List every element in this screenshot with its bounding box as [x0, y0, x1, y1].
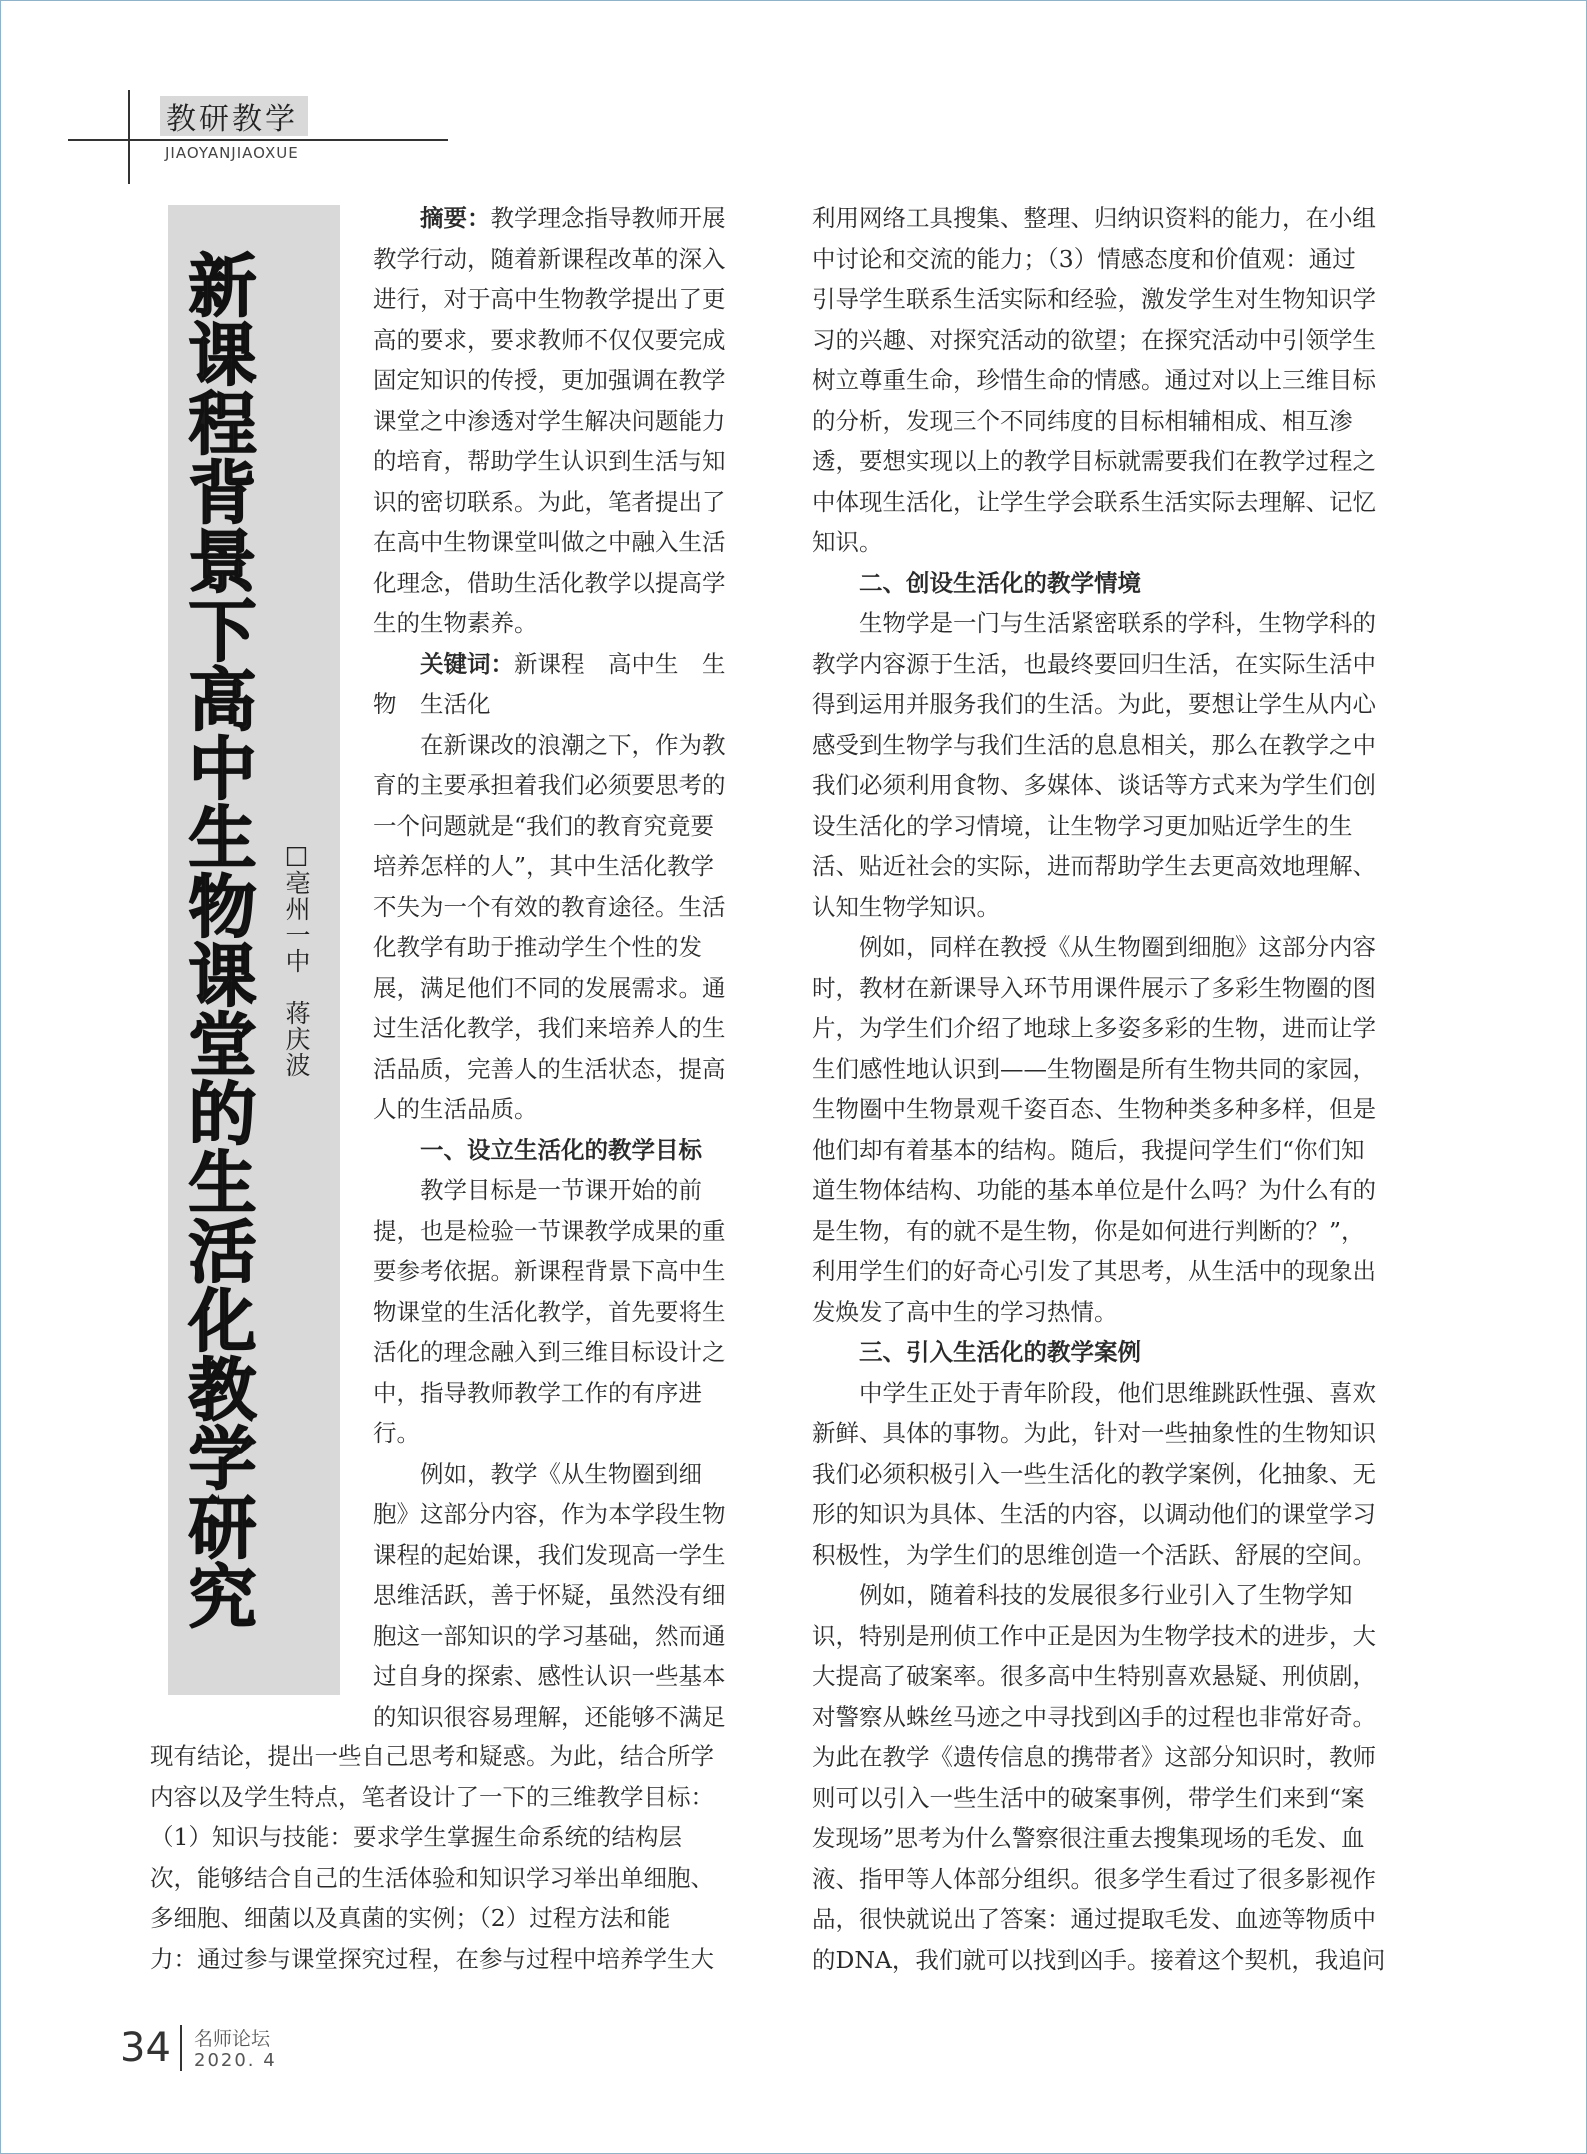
- text-line: 力：通过参与课堂探究过程，在参与过程中培养学生大: [150, 1944, 714, 1973]
- text-line: 二、创设生活化的教学情境: [859, 568, 1141, 597]
- text-line: 高的要求，要求教师不仅仅要完成: [373, 325, 726, 354]
- text-line: 生的生物素养。: [373, 609, 538, 637]
- text-line: 树立尊重生命，珍惜生命的情感。通过对以上三维目标: [812, 366, 1376, 394]
- text-line: 多细胞、细菌以及真菌的实例；（2）过程方法和能: [150, 1904, 671, 1932]
- text-line: 活品质，完善人的生活状态，提高: [373, 1054, 726, 1083]
- text-line: 育的主要承担着我们必须要思考的: [373, 771, 726, 799]
- text-line: 物 生活化: [373, 690, 491, 718]
- text-line: 的分析，发现三个不同纬度的目标相辅相成、相互渗: [812, 406, 1353, 435]
- left-column: [373, 198, 775, 1737]
- text-line: 设生活化的学习情境，让生物学习更加贴近学生的生: [812, 811, 1353, 840]
- text-line: （1）知识与技能：要求学生掌握生命系统的结构层: [150, 1823, 682, 1851]
- text-line: 次，能够结合自己的生活体验和知识学习举出单细胞、: [150, 1863, 714, 1892]
- text-line: 现有结论，提出一些自己思考和疑惑。为此，结合所学: [150, 1742, 714, 1770]
- section-header: [160, 96, 308, 136]
- page-number: 34: [120, 2025, 171, 2071]
- text-line: 新鲜、具体的事物。为此，针对一些抽象性的生物知识: [812, 1419, 1376, 1447]
- text-line: 得到运用并服务我们的生活。为此，要想让学生从内心: [812, 690, 1376, 718]
- text-line: 的DNA，我们就可以找到凶手。接着这个契机，我追问: [812, 1945, 1386, 1974]
- text-line: 识，特别是刑侦工作中正是因为生物学技术的进步，大: [812, 1621, 1376, 1650]
- text-line: 例如，随着科技的发展很多行业引入了生物学知: [859, 1581, 1353, 1609]
- right-column: [812, 198, 1437, 1980]
- text-line: 生物学是一门与生活紧密联系的学科，生物学科的: [859, 609, 1376, 637]
- text-line: 识的密切联系。为此，笔者提出了: [373, 487, 726, 516]
- text-line: 积极性，为学生们的思维创造一个活跃、舒展的空间。: [812, 1540, 1376, 1569]
- text-line: 过生活化教学，我们来培养人的生: [373, 1014, 726, 1042]
- text-line: 胞这一部知识的学习基础，然而通: [373, 1621, 726, 1650]
- text-line: 活、贴近社会的实际，进而帮助学生去更高效地理解、: [812, 852, 1376, 880]
- text-line: 不失为一个有效的教育途径。生活: [373, 892, 726, 921]
- text-line: 进行，对于高中生物教学提出了更: [373, 285, 726, 313]
- text-line: 引导学生联系生活实际和经验，激发学生对生物知识学: [812, 285, 1376, 313]
- text-line: 发焕发了高中生的学习热情。: [812, 1297, 1118, 1326]
- text-line: 固定知识的传授，更加强调在教学: [373, 366, 726, 394]
- magazine-name: 名师论坛: [194, 2028, 271, 2050]
- section-name: 教研教学: [166, 102, 298, 137]
- text-line: 中，指导教师教学工作的有序进: [373, 1378, 702, 1407]
- issue-date: 2020. 4: [194, 2050, 277, 2071]
- text-line: 活化的理念融入到三维目标设计之: [373, 1338, 726, 1366]
- text-line: 的培育，帮助学生认识到生活与知: [373, 447, 726, 475]
- text-line: 教学内容源于生活，也最终要回归生活，在实际生活中: [812, 649, 1376, 678]
- text-line: 对警察从蛛丝马迹之中寻找到凶手的过程也非常好奇。: [812, 1702, 1376, 1731]
- text-line: 展，满足他们不同的发展需求。通: [373, 973, 726, 1002]
- text-line: 习的兴趣、对探究活动的欲望；在探究活动中引领学生: [812, 325, 1376, 354]
- text-line: 透，要想实现以上的教学目标就需要我们在教学过程之: [812, 447, 1376, 475]
- text-line: 要参考依据。新课程背景下高中生: [373, 1257, 726, 1285]
- label-rest: 新课程 高中生 生: [514, 649, 726, 678]
- text-line: 生物圈中生物景观千姿百态、生物种类多种多样，但是: [812, 1095, 1376, 1123]
- text-line: 的知识很容易理解，还能够不满足: [373, 1702, 726, 1731]
- text-line: 培养怎样的人”，其中生活化教学: [373, 852, 715, 880]
- label-rest: 教学理念指导教师开展: [490, 204, 726, 232]
- text-line: 片，为学生们介绍了地球上多姿多彩的生物，进而让学: [812, 1014, 1376, 1042]
- footer-divider: [180, 2025, 182, 2071]
- text-line: 液、指甲等人体部分组织。很多学生看过了很多影视作: [812, 1864, 1376, 1893]
- text-line: 知识。: [812, 528, 883, 556]
- text-line: 物课堂的生活化教学，首先要将生: [373, 1297, 726, 1326]
- text-line: 三、引入生活化的教学案例: [859, 1338, 1141, 1366]
- text-line: 为此在教学《遗传信息的携带者》这部分知识时，教师: [812, 1743, 1376, 1771]
- text-line: 发现场”思考为什么警察很注重去搜集现场的毛发、血: [812, 1824, 1365, 1852]
- header-rule-horizontal: [68, 139, 448, 141]
- text-line: 教学行动，随着新课程改革的深入: [373, 244, 726, 273]
- label-bold: 摘要：: [420, 204, 491, 232]
- text-line: 中学生正处于青年阶段，他们思维跳跃性强、喜欢: [859, 1378, 1376, 1407]
- text-line: 行。: [373, 1419, 420, 1447]
- text-line: 过自身的探索、感性认识一些基本: [373, 1662, 726, 1690]
- text-line: 一、设立生活化的教学目标: [420, 1135, 702, 1164]
- header-rule-vertical: [128, 90, 130, 184]
- text-line: 人的生活品质。: [373, 1095, 538, 1123]
- text-line: 化理念，借助生活化教学以提高学: [373, 568, 726, 597]
- text-line: 我们必须利用食物、多媒体、谈话等方式来为学生们创: [812, 771, 1376, 799]
- text-line: 利用网络工具搜集、整理、归纳识资料的能力，在小组: [812, 204, 1376, 232]
- text-line: 他们却有着基本的结构。随后，我提问学生们“你们知: [812, 1135, 1365, 1164]
- text-line: 品，很快就说出了答案：通过提取毛发、血迹等物质中: [812, 1905, 1376, 1933]
- text-line: 时，教材在新课导入环节用课件展示了多彩生物圈的图: [812, 973, 1376, 1002]
- text-line: 胞》这部分内容，作为本学段生物: [373, 1500, 726, 1528]
- text-line: 提，也是检验一节课教学成果的重: [373, 1216, 726, 1245]
- text-line: 我们必须积极引入一些生活化的教学案例，化抽象、无: [812, 1459, 1376, 1488]
- text-line: 感受到生物学与我们生活的息息相关，那么在教学之中: [812, 730, 1376, 759]
- text-line: 利用学生们的好奇心引发了其思考，从生活中的现象出: [812, 1257, 1376, 1285]
- text-line: 课程的起始课，我们发现高一学生: [373, 1540, 726, 1569]
- text-line: 形的知识为具体、生活的内容，以调动他们的课堂学习: [812, 1500, 1376, 1528]
- text-line: 一个问题就是“我们的教育究竟要: [373, 811, 715, 840]
- left-column-continuation: [150, 1736, 775, 1979]
- text-line: [373, 644, 775, 685]
- text-line: [373, 198, 775, 239]
- text-line: 例如，教学《从生物圈到细: [420, 1459, 702, 1488]
- author-line: □亳州一中 蒋庆波: [282, 840, 311, 1078]
- text-line: 在高中生物课堂叫做之中融入生活: [373, 528, 726, 556]
- section-pinyin: JIAOYANJIAOXUE: [165, 144, 299, 162]
- text-line: 例如，同样在教授《从生物圈到细胞》这部分内容: [859, 933, 1376, 961]
- text-line: 课堂之中渗透对学生解决问题能力: [373, 406, 726, 435]
- text-line: 道生物体结构、功能的基本单位是什么吗？为什么有的: [812, 1176, 1376, 1204]
- article-title: 新课程背景下高中生物课堂的生活化教学研究: [177, 250, 256, 1630]
- text-line: 生们感性地认识到——生物圈是所有生物共同的家园，: [812, 1054, 1376, 1083]
- text-line: 是生物，有的就不是生物，你是如何进行判断的？”，: [812, 1216, 1365, 1245]
- text-line: 中体现生活化，让学生学会联系生活实际去理解、记忆: [812, 487, 1376, 516]
- text-line: 认知生物学知识。: [812, 892, 1000, 921]
- text-line: 思维活跃，善于怀疑，虽然没有细: [373, 1581, 726, 1609]
- text-line: 在新课改的浪潮之下，作为教: [420, 730, 726, 759]
- text-line: 内容以及学生特点，笔者设计了一下的三维教学目标：: [150, 1782, 714, 1811]
- text-line: 则可以引入一些生活中的破案事例，带学生们来到“案: [812, 1783, 1365, 1812]
- text-line: 化教学有助于推动学生个性的发: [373, 933, 702, 961]
- text-line: 中讨论和交流的能力；（3）情感态度和价值观：通过: [812, 244, 1356, 273]
- label-bold: 关键词：: [420, 649, 514, 678]
- text-line: 教学目标是一节课开始的前: [420, 1176, 702, 1204]
- text-line: 大提高了破案率。很多高中生特别喜欢悬疑、刑侦剧，: [812, 1662, 1376, 1690]
